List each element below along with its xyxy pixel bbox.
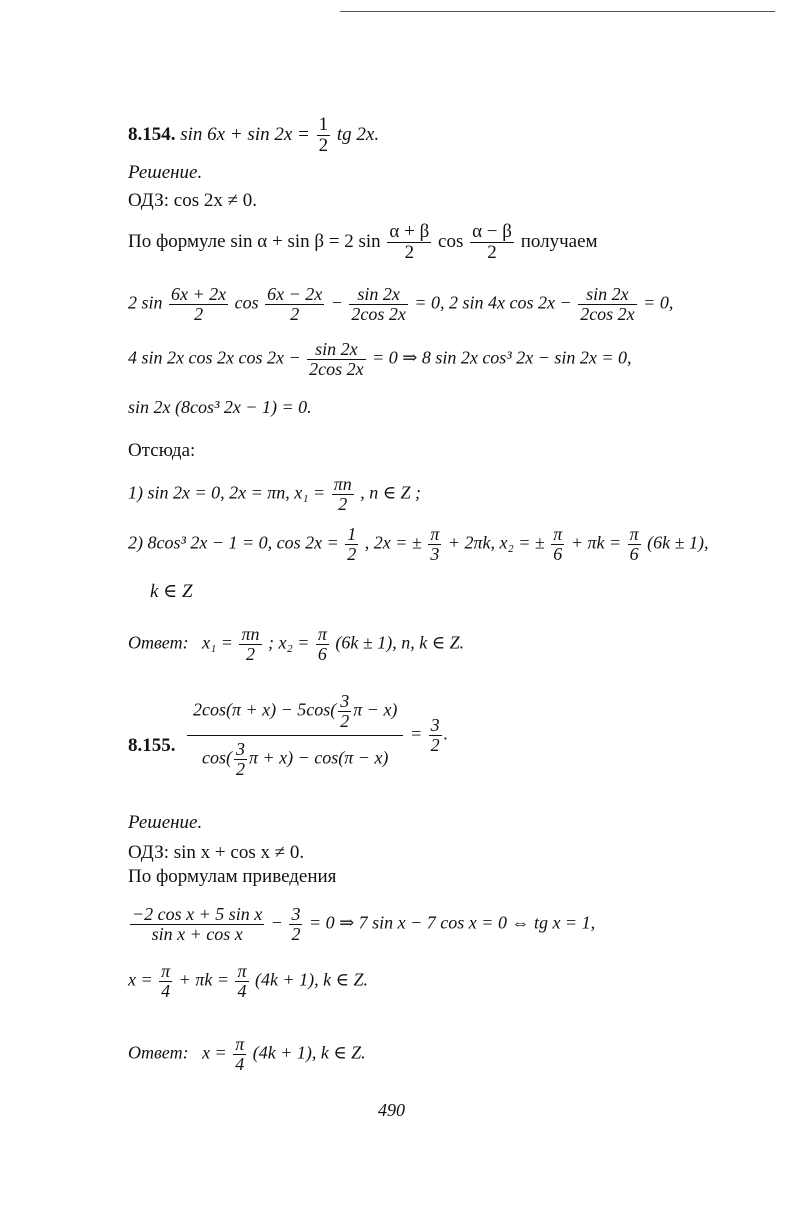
text: 2) 8cos³ 2x − 1 = 0, cos 2x = — [128, 532, 339, 553]
derivation-line-2 — [128, 340, 632, 379]
denominator: 2 — [347, 543, 357, 564]
numerator: π — [553, 524, 563, 544]
denominator: 6 — [629, 543, 639, 564]
odz-line: ОДЗ: cos 2x ≠ 0. — [128, 190, 258, 211]
denominator: 2cos 2x — [309, 358, 364, 379]
text: (4k + 1), k ∈ Z. — [255, 969, 368, 990]
fraction — [628, 525, 641, 564]
solution-label: Решение. — [128, 812, 203, 833]
case-2-line — [128, 525, 709, 564]
denominator: 2 — [245, 643, 255, 664]
numerator: π — [161, 961, 171, 981]
numerator: sin 2x — [578, 285, 636, 305]
numerator: 6x − 2x — [267, 284, 323, 304]
denominator: 2cos 2x — [351, 303, 406, 324]
numerator: π — [629, 524, 639, 544]
denominator: 4 — [161, 980, 171, 1001]
text: (6k ± 1), n, k ∈ Z. — [335, 632, 465, 653]
numerator: 3 — [236, 738, 245, 759]
text: π − x) — [353, 699, 398, 720]
denominator — [187, 736, 403, 779]
text: x = — [128, 969, 153, 990]
numerator: π — [235, 1034, 245, 1054]
equation-text: tg 2x. — [336, 123, 380, 145]
equation-text: sin 6x + sin 2x = — [180, 123, 310, 145]
fraction — [234, 740, 247, 779]
hence-label: Отсюда: — [128, 440, 196, 461]
numerator: πn — [333, 474, 352, 494]
text: + πk = — [178, 969, 229, 990]
numerator: 3 — [430, 714, 440, 735]
text: − — [330, 292, 343, 313]
fraction — [289, 905, 302, 944]
fraction — [428, 525, 441, 564]
text: 4 sin 2x cos 2x cos 2x − — [128, 347, 301, 368]
problem-8-155-number — [128, 735, 176, 757]
derivation-line-1 — [128, 905, 595, 944]
denominator: 2 — [487, 241, 497, 263]
text: − — [270, 912, 283, 933]
denominator: 3 — [430, 543, 440, 564]
fraction — [239, 625, 261, 664]
text: = 0 ⇒ 8 sin 2x cos³ 2x − sin 2x = 0, — [372, 347, 632, 368]
fraction — [265, 285, 324, 324]
problem-number: 8.154. — [128, 123, 176, 145]
answer-8-154 — [128, 625, 464, 664]
numerator: −2 cos x + 5 sin x — [132, 904, 263, 924]
fraction — [307, 340, 365, 379]
denominator: 4 — [237, 980, 247, 1001]
denominator: 2 — [404, 241, 415, 263]
text: 1) sin 2x = 0, 2x = πn, x₁ = — [128, 482, 326, 503]
derivation-line-3: sin 2x (8cos³ 2x − 1) = 0. — [128, 397, 312, 417]
fraction — [338, 692, 351, 731]
denominator: 2 — [290, 303, 300, 324]
text: , 2x = ± — [364, 532, 422, 553]
reduction-line: По формулам приведения — [128, 866, 337, 887]
fraction — [578, 285, 636, 324]
numerator: πn — [241, 624, 260, 644]
fraction — [233, 1035, 246, 1074]
numerator: α − β — [472, 221, 512, 242]
text: = 0, — [643, 292, 674, 313]
numerator: 3 — [340, 691, 350, 711]
numerator: 1 — [347, 524, 357, 544]
fraction — [429, 716, 442, 755]
top-rule — [340, 11, 775, 12]
denominator: 4 — [235, 1053, 245, 1074]
numerator: sin 2x — [349, 285, 407, 305]
denominator: 2 — [338, 493, 348, 514]
fraction — [159, 962, 172, 1001]
text: (6k ± 1), — [647, 532, 709, 553]
case-1-line — [128, 475, 421, 514]
text: По формуле sin α + sin β = 2 sin — [128, 230, 381, 252]
denominator: 2 — [236, 758, 245, 779]
text: x = — [202, 1042, 227, 1063]
text: (4k + 1), k ∈ Z. — [252, 1042, 366, 1063]
fraction — [470, 222, 514, 263]
text: = 0 ⇒ 7 sin x − 7 cos x = 0 ⇔ tg x = 1, — [308, 912, 596, 933]
answer-label: Ответ: — [128, 1042, 189, 1063]
text: cos — [438, 230, 464, 252]
text: 2 sin — [128, 292, 163, 313]
text: + 2πk, x₂ = ± — [447, 532, 545, 553]
numerator: α + β — [389, 221, 430, 242]
denominator: 2cos 2x — [580, 303, 635, 324]
numerator: 6x + 2x — [171, 284, 227, 304]
text: cos( — [202, 747, 232, 768]
text: . — [443, 723, 449, 744]
fraction — [317, 115, 331, 156]
numerator: π — [430, 524, 440, 544]
text: + πk = — [570, 532, 622, 553]
denominator: sin x + cos x — [151, 923, 243, 944]
text: π + x) − cos(π − x) — [249, 747, 389, 768]
text: 2cos(π + x) − 5cos( — [193, 699, 337, 720]
denominator: 2 — [318, 134, 329, 156]
numerator: sin 2x — [307, 340, 365, 360]
text: ; x₂ = — [268, 632, 310, 653]
fraction — [387, 222, 431, 263]
numerator: π — [237, 961, 247, 981]
fraction — [235, 962, 248, 1001]
text: = 0, 2 sin 4x cos 2x − — [414, 292, 572, 313]
denominator: 2 — [194, 303, 204, 324]
denominator: 6 — [317, 643, 327, 664]
numerator — [187, 692, 403, 736]
problem-number: 8.155. — [128, 735, 176, 756]
fraction — [332, 475, 354, 514]
fraction — [345, 525, 358, 564]
answer-8-155 — [128, 1035, 366, 1074]
text: получаем — [520, 230, 598, 252]
k-in-z: k ∈ Z — [150, 581, 193, 602]
denominator: 2 — [430, 734, 440, 755]
numerator: 3 — [291, 904, 301, 924]
fraction — [551, 525, 564, 564]
main-fraction — [187, 692, 403, 779]
page-number: 490 — [378, 1100, 405, 1120]
text: x₁ = — [202, 632, 233, 653]
problem-8-155-statement: 2cos(π + x) − 5cos( $\frac{3}{2}$ π − x) cos( $\frac{3}{2}$ π + x) − cos(π − x) = $\frac{3}{2}$ . — [185, 692, 448, 779]
text: cos — [234, 292, 259, 313]
denominator: 2 — [340, 710, 350, 731]
problem-8-154-statement — [128, 115, 379, 156]
odz-line: ОДЗ: sin x + cos x ≠ 0. — [128, 842, 305, 863]
derivation-line-1 — [128, 285, 673, 324]
solution-label: Решение. — [128, 162, 203, 183]
fraction — [130, 905, 264, 944]
derivation-line-2 — [128, 962, 368, 1001]
text: , n ∈ Z ; — [360, 482, 422, 503]
numerator: 1 — [318, 114, 329, 135]
fraction — [169, 285, 228, 324]
answer-label: Ответ: — [128, 632, 189, 653]
numerator: π — [317, 624, 327, 644]
sum-formula-line — [128, 222, 598, 263]
fraction — [349, 285, 407, 324]
denominator: 6 — [553, 543, 563, 564]
denominator: 2 — [291, 923, 301, 944]
fraction — [316, 625, 329, 664]
